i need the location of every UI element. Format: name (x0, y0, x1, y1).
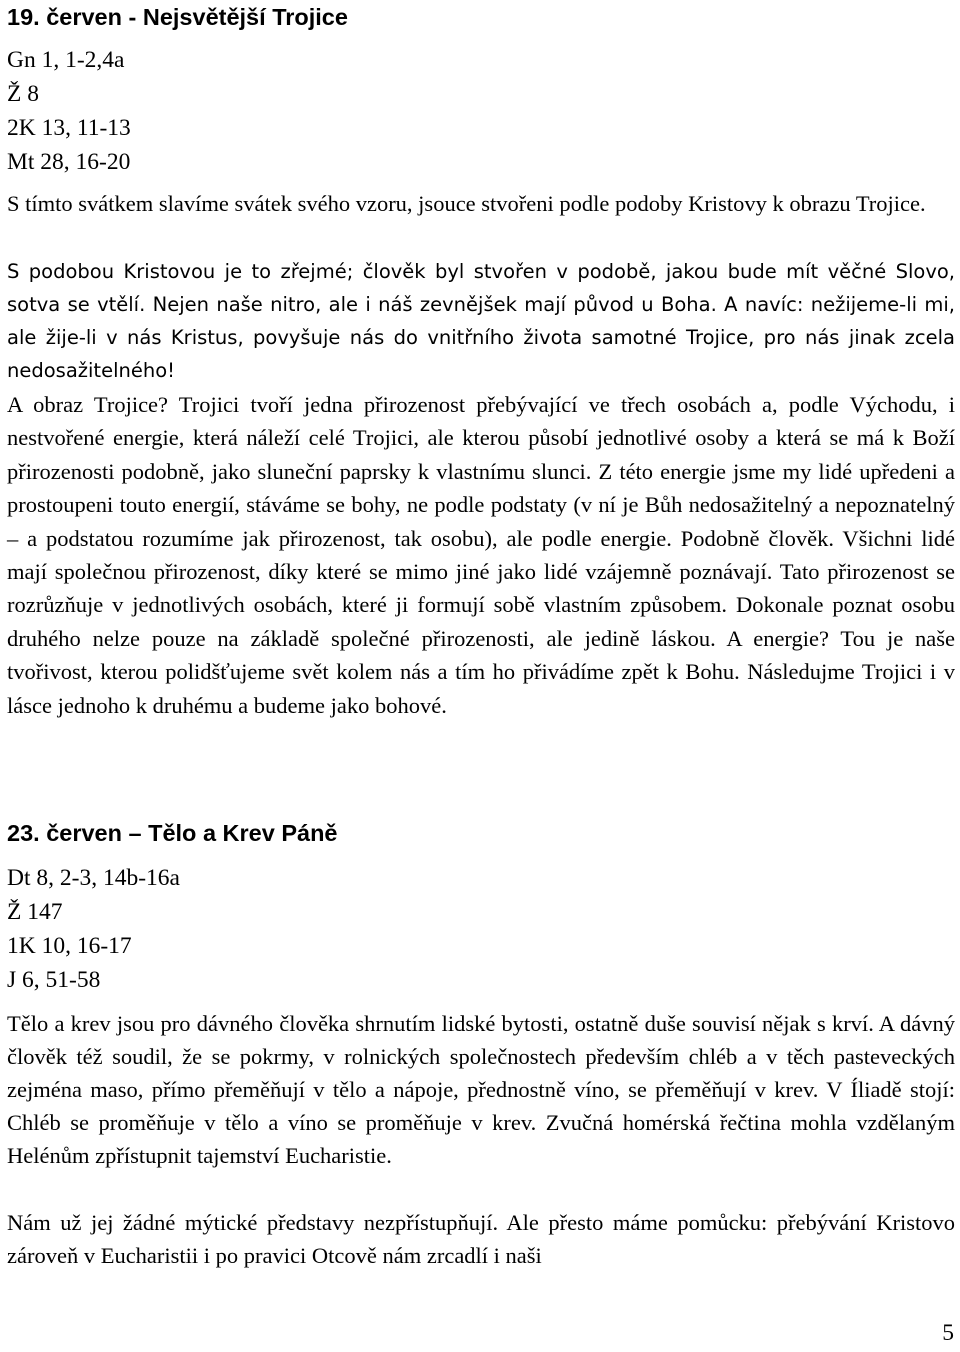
reference-item: Gn 1, 1-2,4a (7, 47, 125, 73)
reference-item: Mt 28, 16-20 (7, 149, 131, 175)
reference-item: Dt 8, 2-3, 14b-16a (7, 865, 180, 891)
section-title: 23. červen – Tělo a Krev Páně (7, 820, 338, 846)
reference-item: J 6, 51-58 (7, 967, 101, 993)
paragraph: A obraz Trojice? Trojici tvoří jedna přirozenost přebývající ve třech osobách a, podle Východu, i nestvořené energie, která náleží celé Trojici, ale kterou působí jednotlivé osoby a která se má k Boží přirozenosti podobně, jako sluneční paprsky k vlastnímu slunci. Z této energie jsme my lidé upředeni a prostoupeni touto energií, stáváme se bohy, ne podle podstaty (v ní je Bůh nedosažitelný a nepoznatelný – a podstatou rozumíme jak přirozenost, tak osobu), ale podle energie. Podobně člověk. Všichni lidé mají společnou přirozenost, díky které se mimo jiné jako lidé vzájemně poznávají. Tato přirozenost se rozrůzňuje v jednotlivých osobách, které ji formují sobě vlastním způsobem. Dokonale poznat osobu druhého nelze pouze na základě společné přirozenosti, ale jedině láskou. A energie? Tou je naše tvořivost, kterou polidšťujeme svět kolem nás a tím ho přivádíme zpět k Bohu. Následujme Trojici i v lásce jednoho k druhému a budeme jako bohové. (7, 392, 955, 718)
scripture-references (7, 43, 131, 179)
section-title: 19. červen - Nejsvětější Trojice (7, 4, 348, 30)
reference-item: 1K 10, 16-17 (7, 933, 132, 959)
page-number: 5 (942, 1320, 954, 1346)
reference-item: Ž 8 (7, 81, 39, 107)
paragraph: Tělo a krev jsou pro dávného člověka shrnutím lidské bytosti, ostatně duše souvisí nějak s krví. A dávný člověk též soudil, že se pokrmy, v rolnických společnostech především chléb a v těch pasteveckých zejména maso, přímo přeměňují v tělo a nápoje, přednostně víno, se přeměňují v krev. V Íliadě stojí: Chléb se proměňuje v tělo a víno se proměňuje v krev. Zvučná homérská řečtina mohla vzdělaným Helénům zpřístupnit tajemství Eucharistie. (7, 1011, 955, 1168)
reference-item: 2K 13, 11-13 (7, 115, 131, 141)
reference-item: Ž 147 (7, 899, 63, 925)
paragraph: S podobou Kristovou je to zřejmé; člověk byl stvořen v podobě, jakou bude mít věčné Slovo, sotva se vtělí. Nejen naše nitro, ale i náš zevnějšek mají původ u Boha. A navíc: nežijeme-li mi, ale žije-li v nás Kristus, povyšuje nás do vnitřního života samotné Trojice, pro nás jinak zcela nedosažitelného! (7, 260, 955, 382)
scripture-references (7, 861, 180, 997)
paragraph: S tímto svátkem slavíme svátek svého vzoru, jsouce stvořeni podle podoby Kristovy k obrazu Trojice. (7, 191, 926, 216)
paragraph: Nám už jej žádné mýtické představy nezpřístupňují. Ale přesto máme pomůcku: přebývání Kristovo zároveň v Eucharistii i po pravici Otcově nám zrcadlí i naši (7, 1210, 955, 1268)
